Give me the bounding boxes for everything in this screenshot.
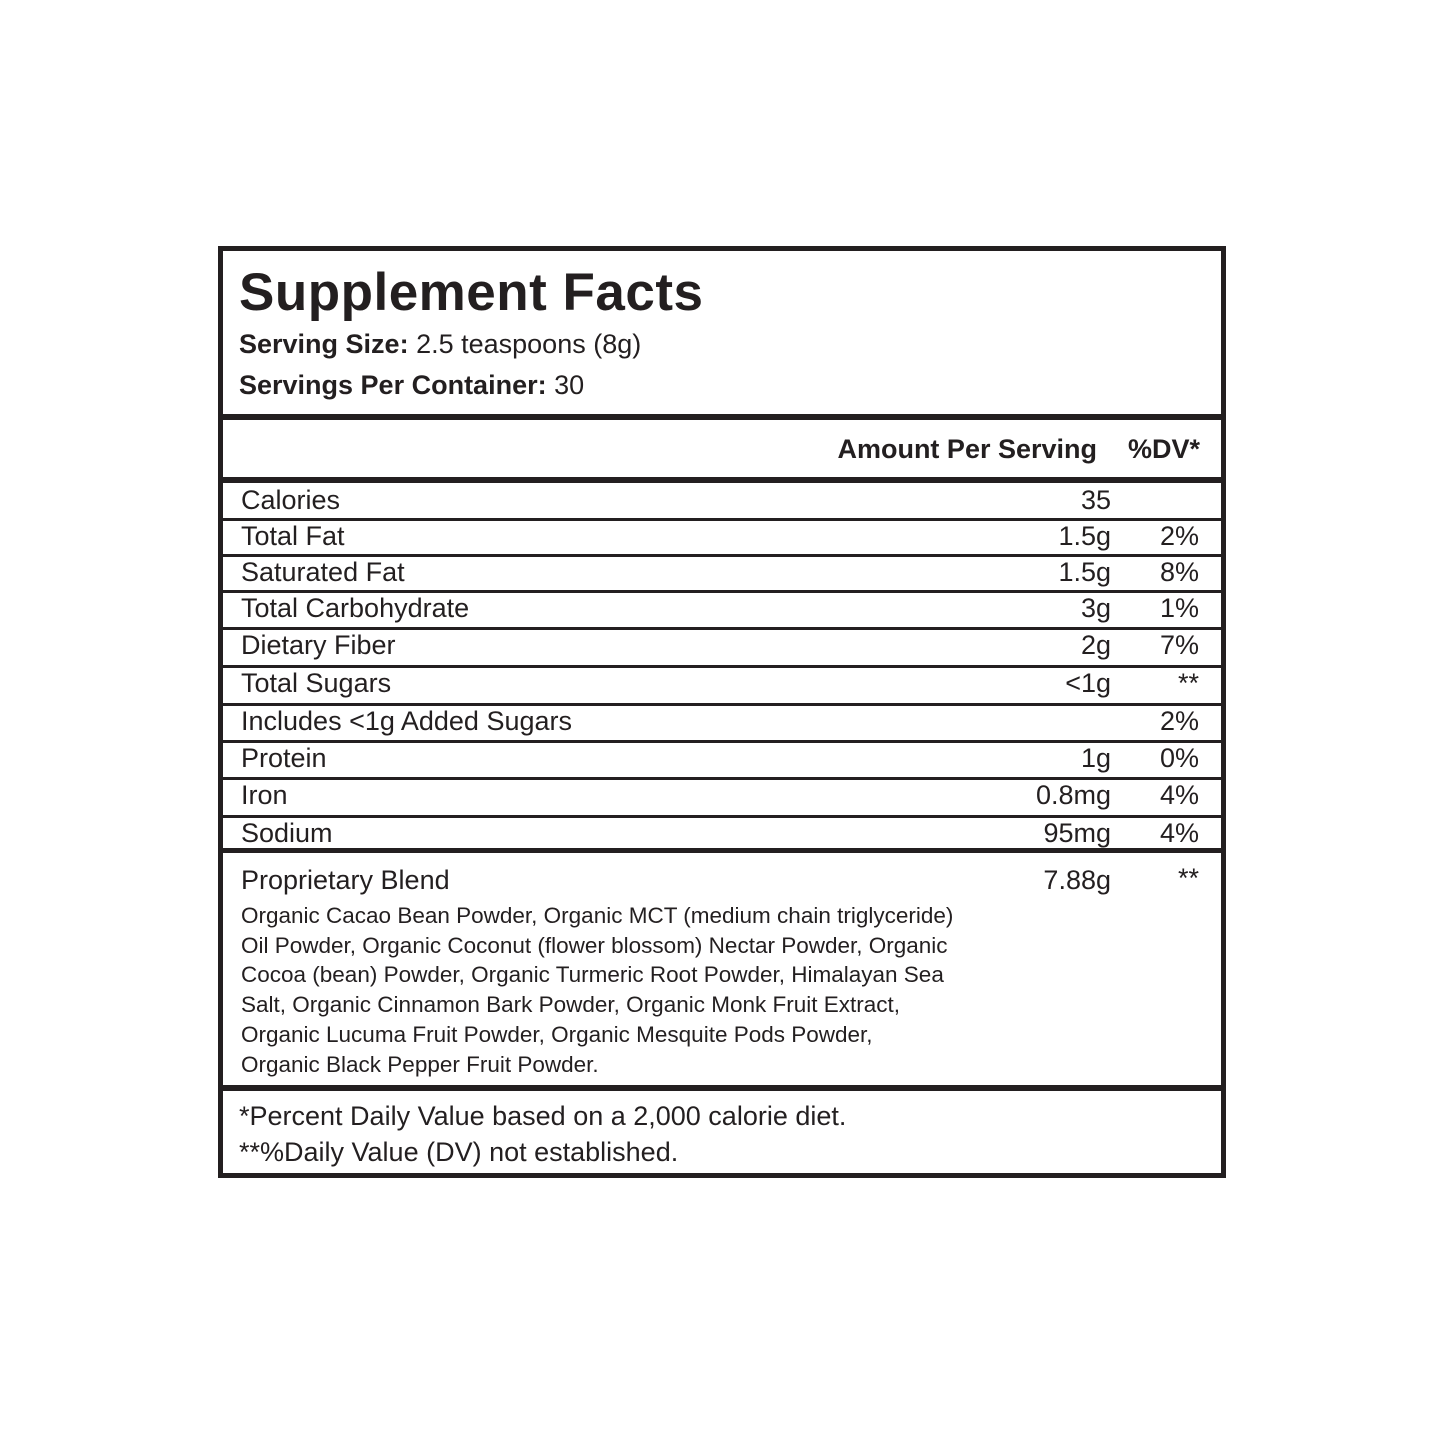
serving-size-value: 2.5 teaspoons (8g) xyxy=(416,329,642,359)
servings-per-container-label: Servings Per Container: xyxy=(239,370,547,400)
nutrient-row xyxy=(223,555,1221,591)
divider-thick xyxy=(223,848,1221,853)
nutrient-dv: 1% xyxy=(1159,593,1199,623)
nutrient-dv: 2% xyxy=(1159,521,1199,551)
servings-per-container xyxy=(239,368,584,402)
nutrient-name: Sodium xyxy=(241,818,333,848)
nutrient-row xyxy=(223,704,1221,741)
nutrient-amount: 3g xyxy=(1080,593,1111,623)
nutrient-row xyxy=(223,483,1221,519)
nutrient-name: Includes <1g Added Sugars xyxy=(241,706,573,736)
nutrient-name: Protein xyxy=(241,743,327,773)
nutrient-row xyxy=(223,591,1221,628)
divider-thick xyxy=(223,1085,1221,1091)
nutrient-dv: ** xyxy=(1177,668,1199,698)
nutrient-dv: 4% xyxy=(1159,818,1199,848)
nutrient-amount: <1g xyxy=(1065,668,1111,698)
nutrient-row xyxy=(223,816,1221,848)
nutrient-amount: 35 xyxy=(1080,485,1111,515)
ingredient-line: Salt, Organic Cinnamon Bark Powder, Organic Monk Fruit Extract, xyxy=(241,992,901,1018)
ingredient-line: Organic Lucuma Fruit Powder, Organic Mesquite Pods Powder, xyxy=(241,1021,873,1047)
nutrient-row xyxy=(223,519,1221,555)
footnote-not-established: **%Daily Value (DV) not established. xyxy=(239,1137,679,1167)
nutrient-name: Total Sugars xyxy=(241,668,392,698)
divider-thick xyxy=(223,414,1221,420)
ingredient-line: Organic Black Pepper Fruit Powder. xyxy=(241,1051,599,1077)
nutrient-row xyxy=(223,741,1221,778)
nutrient-amount: 1g xyxy=(1080,743,1111,773)
nutrient-name: Saturated Fat xyxy=(241,557,405,587)
blend-ingredients xyxy=(241,901,1041,1079)
servings-per-container-value: 30 xyxy=(554,370,585,400)
blend-amount: 7.88g xyxy=(1043,865,1111,895)
ingredient-line: Cocoa (bean) Powder, Organic Turmeric Root Powder, Himalayan Sea xyxy=(241,962,944,988)
nutrient-amount: 2g xyxy=(1080,630,1111,660)
nutrient-amount: 1.5g xyxy=(1058,521,1111,551)
footnote-dv: *Percent Daily Value based on a 2,000 calorie diet. xyxy=(239,1101,847,1131)
column-header-dv: %DV* xyxy=(1127,434,1200,464)
nutrient-name: Total Fat xyxy=(241,521,345,551)
nutrient-amount: 95mg xyxy=(1043,818,1111,848)
ingredient-line: Oil Powder, Organic Coconut (flower blossom) Nectar Powder, Organic xyxy=(241,932,948,958)
panel-header xyxy=(223,251,1221,414)
nutrient-amount: 0.8mg xyxy=(1035,780,1111,810)
nutrient-dv: 2% xyxy=(1159,706,1199,736)
nutrient-amount: 1.5g xyxy=(1058,557,1111,587)
nutrient-row xyxy=(223,628,1221,666)
serving-size-label: Serving Size: xyxy=(239,329,409,359)
blend-dv: ** xyxy=(1177,863,1199,893)
column-header-amount: Amount Per Serving xyxy=(837,434,1097,464)
nutrient-name: Total Carbohydrate xyxy=(241,593,470,623)
nutrient-name: Dietary Fiber xyxy=(241,630,396,660)
nutrient-dv: 7% xyxy=(1159,630,1199,660)
supplement-facts-panel xyxy=(218,246,1226,1178)
nutrient-dv: 4% xyxy=(1159,780,1199,810)
serving-size xyxy=(239,327,641,361)
nutrient-name: Iron xyxy=(241,780,288,810)
nutrient-dv: 0% xyxy=(1159,743,1199,773)
nutrient-name: Calories xyxy=(241,485,341,515)
blend-name: Proprietary Blend xyxy=(241,865,450,895)
panel-title: Supplement Facts xyxy=(239,263,704,322)
ingredient-line: Organic Cacao Bean Powder, Organic MCT (medium chain triglyceride) xyxy=(241,903,954,928)
nutrient-dv: 8% xyxy=(1159,557,1199,587)
nutrient-row xyxy=(223,666,1221,704)
nutrient-row xyxy=(223,778,1221,816)
